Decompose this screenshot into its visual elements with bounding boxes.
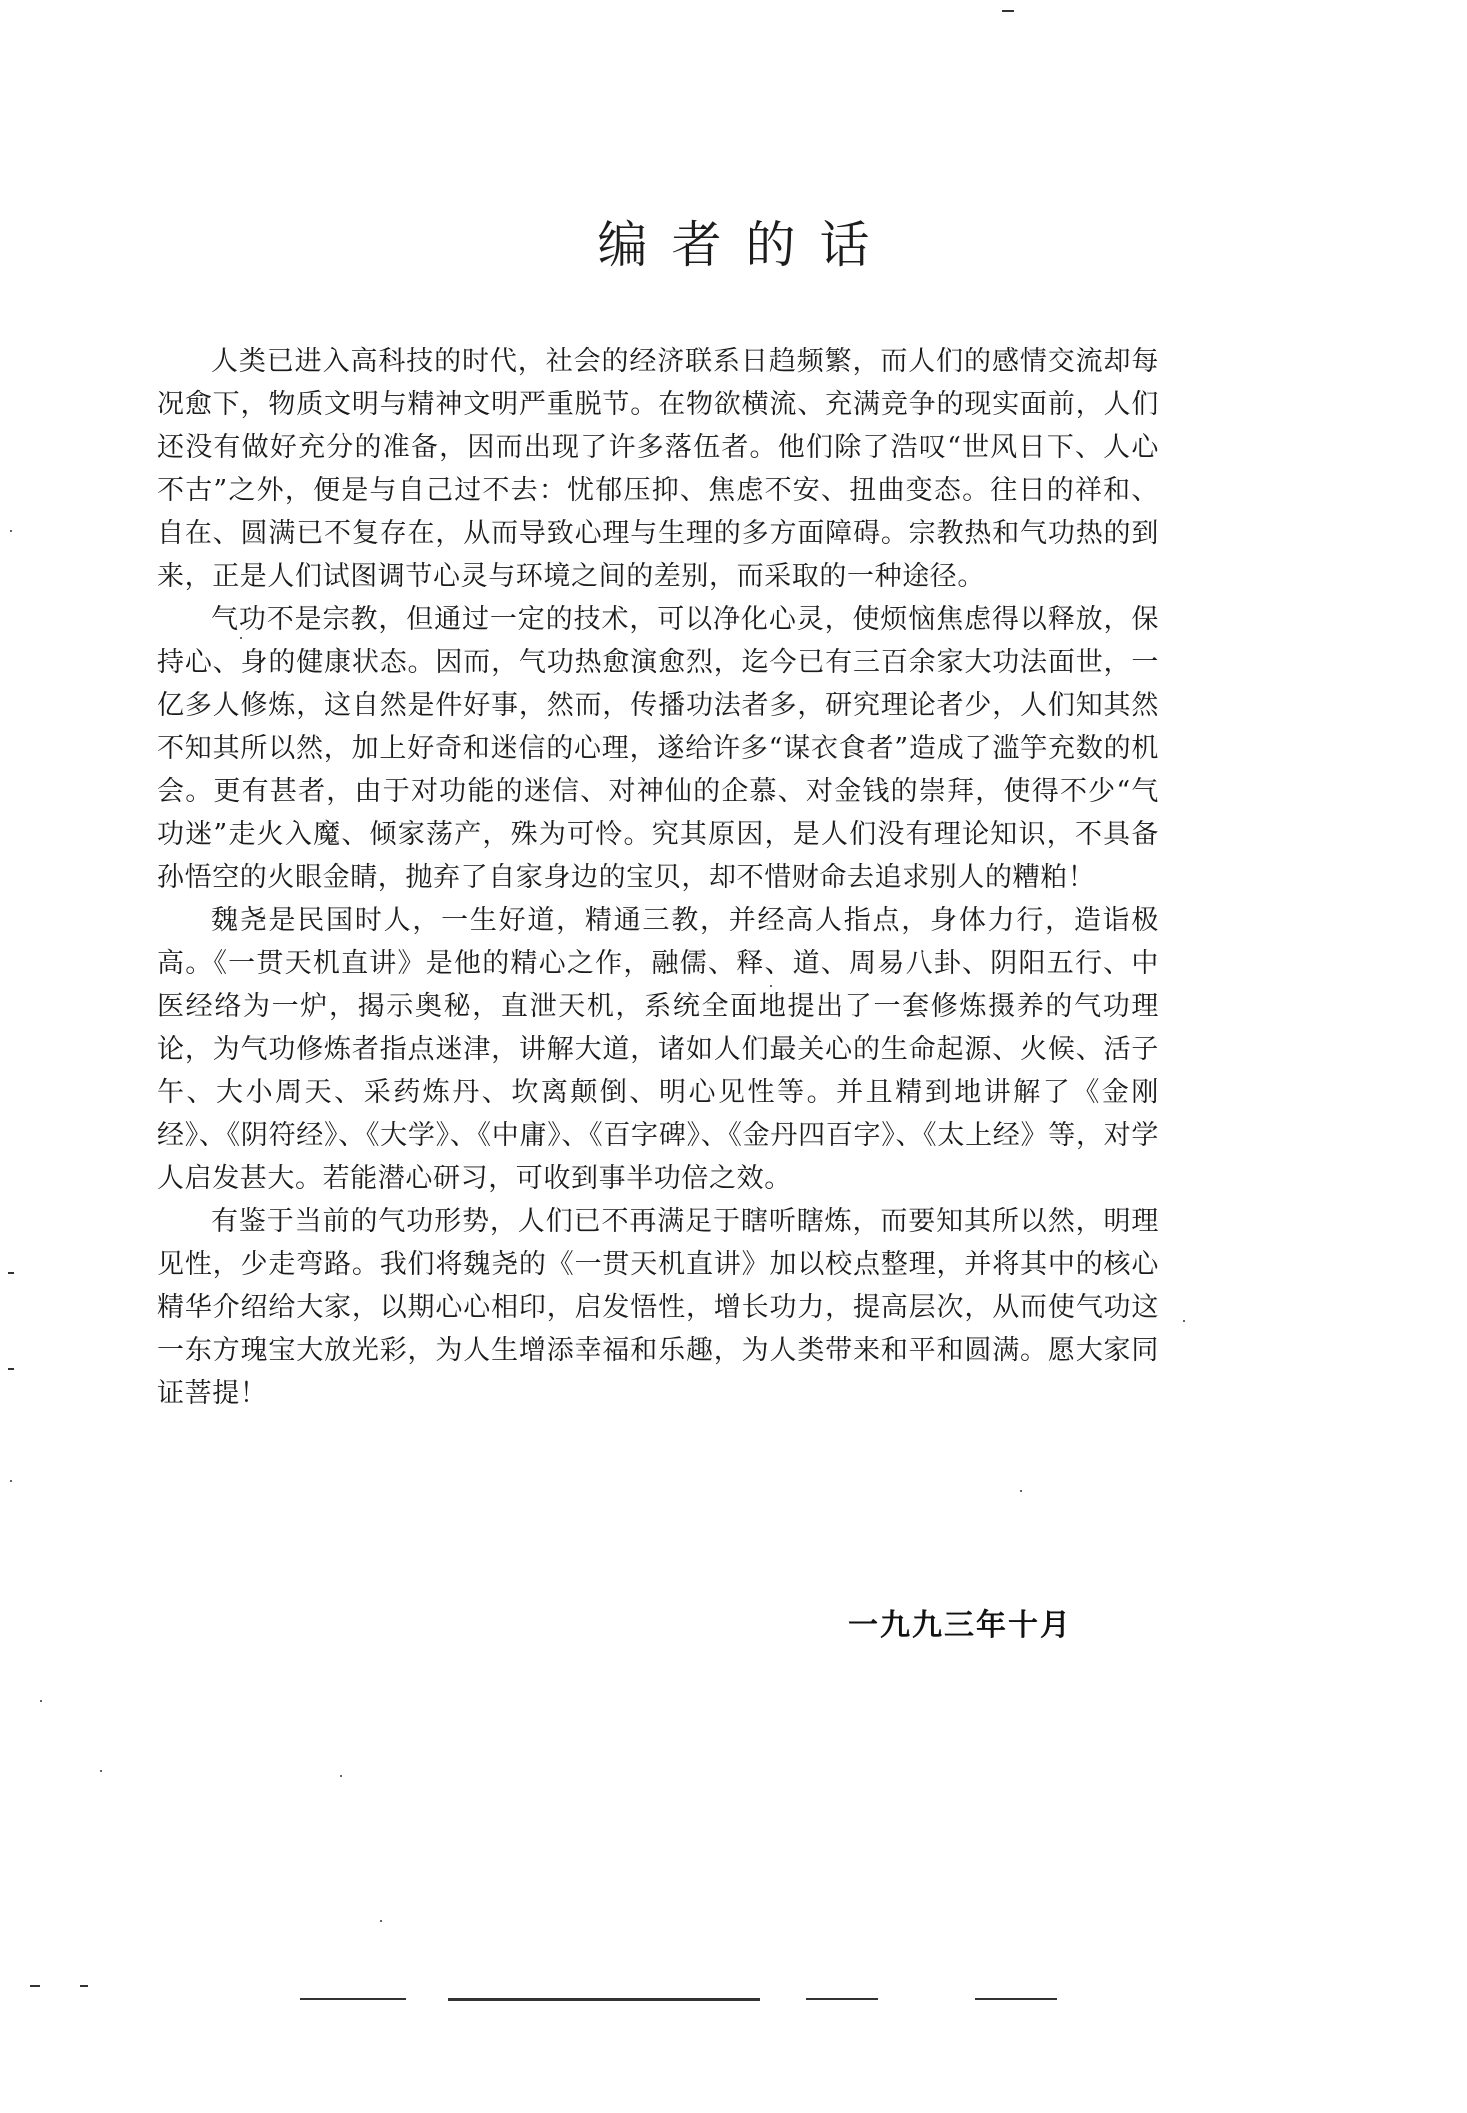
date-signature: 一九九三年十月 [848,1608,1072,1643]
scan-artifact [300,1998,406,2000]
scan-artifact [770,985,772,987]
document-body [157,340,1159,1415]
scan-artifact [240,637,242,639]
scan-artifact [100,1770,102,1772]
scan-artifact [448,1998,760,2001]
page-title: 编者的话 [597,216,894,274]
paragraph-3: 魏尧是民国时人，一生好道，精通三教，并经高人指点，身体力行，造诣极高。《一贯天机直讲》是他的精心之作，融儒、释、道、周易八卦、阴阳五行、中医经络为一炉，揭示奥秘，直泄天机，系统全面地提出了一套修炼摄养的气功理论，为气功修炼者指点迷津，讲解大道，诸如人们最关心的生命起源、火候、活子午、大小周天、采药炼丹、坎离颠倒、明心见性等。并且精到地讲解了《金刚经》、《阴符经》、《大学》、《中庸》、《百字碑》、《金丹四百字》、《太上经》等，对学人启发甚大。若能潜心研习，可收到事半功倍之效。 [157,905,1159,1194]
scan-artifact [806,1998,878,2000]
paragraph-4: 有鉴于当前的气功形势，人们已不再满足于瞎听瞎炼，而要知其所以然，明理见性，少走弯路。我们将魏尧的《一贯天机直讲》加以校点整理，并将其中的核心精华介绍给大家，以期心心相印，启发悟性，增长功力，提高层次，从而使气功这一东方瑰宝大放光彩，为人生增添幸福和乐趣，为人类带来和平和圆满。愿大家同证菩提！ [157,1206,1159,1409]
paragraph-1: 人类已进入高科技的时代，社会的经济联系日趋频繁，而人们的感情交流却每况愈下，物质文明与精神文明严重脱节。在物欲横流、充满竞争的现实面前，人们还没有做好充分的准备，因而出现了许多落伍者。他们除了浩叹“世风日下、人心不古”之外，便是与自己过不去：忧郁压抑、焦虑不安、扭曲变态。往日的祥和、自在、圆满已不复存在，从而导致心理与生理的多方面障碍。宗教热和气功热的到来，正是人们试图调节心灵与环境之间的差别，而采取的一种途径。 [157,346,1159,592]
scan-artifact [10,530,12,532]
scan-artifact [30,1985,40,1987]
scan-artifact [975,1998,1057,2000]
scan-artifact [1002,10,1014,12]
scan-artifact [40,1700,42,1702]
paragraph-2: 气功不是宗教，但通过一定的技术，可以净化心灵，使烦恼焦虑得以释放，保持心、身的健康状态。因而，气功热愈演愈烈，迄今已有三百余家大功法面世，一亿多人修炼，这自然是件好事，然而，传播功法者多，研究理论者少，人们知其然不知其所以然，加上好奇和迷信的心理，遂给许多“谋衣食者”造成了滥竽充数的机会。更有甚者，由于对功能的迷信、对神仙的企慕、对金钱的崇拜，使得不少“气功迷”走火入魔、倾家荡产，殊为可怜。究其原因，是人们没有理论知识，不具备孙悟空的火眼金睛，抛弃了自家身边的宝贝，却不惜财命去追求别人的糟粕！ [157,604,1159,893]
scan-artifact [8,1368,14,1370]
scan-artifact [340,1775,342,1777]
scan-artifact [80,1985,88,1987]
scan-artifact [1183,1320,1185,1322]
scan-artifact [10,1480,12,1482]
scan-artifact [380,1920,382,1922]
scan-artifact [8,1272,14,1274]
scan-artifact [1020,1490,1022,1492]
